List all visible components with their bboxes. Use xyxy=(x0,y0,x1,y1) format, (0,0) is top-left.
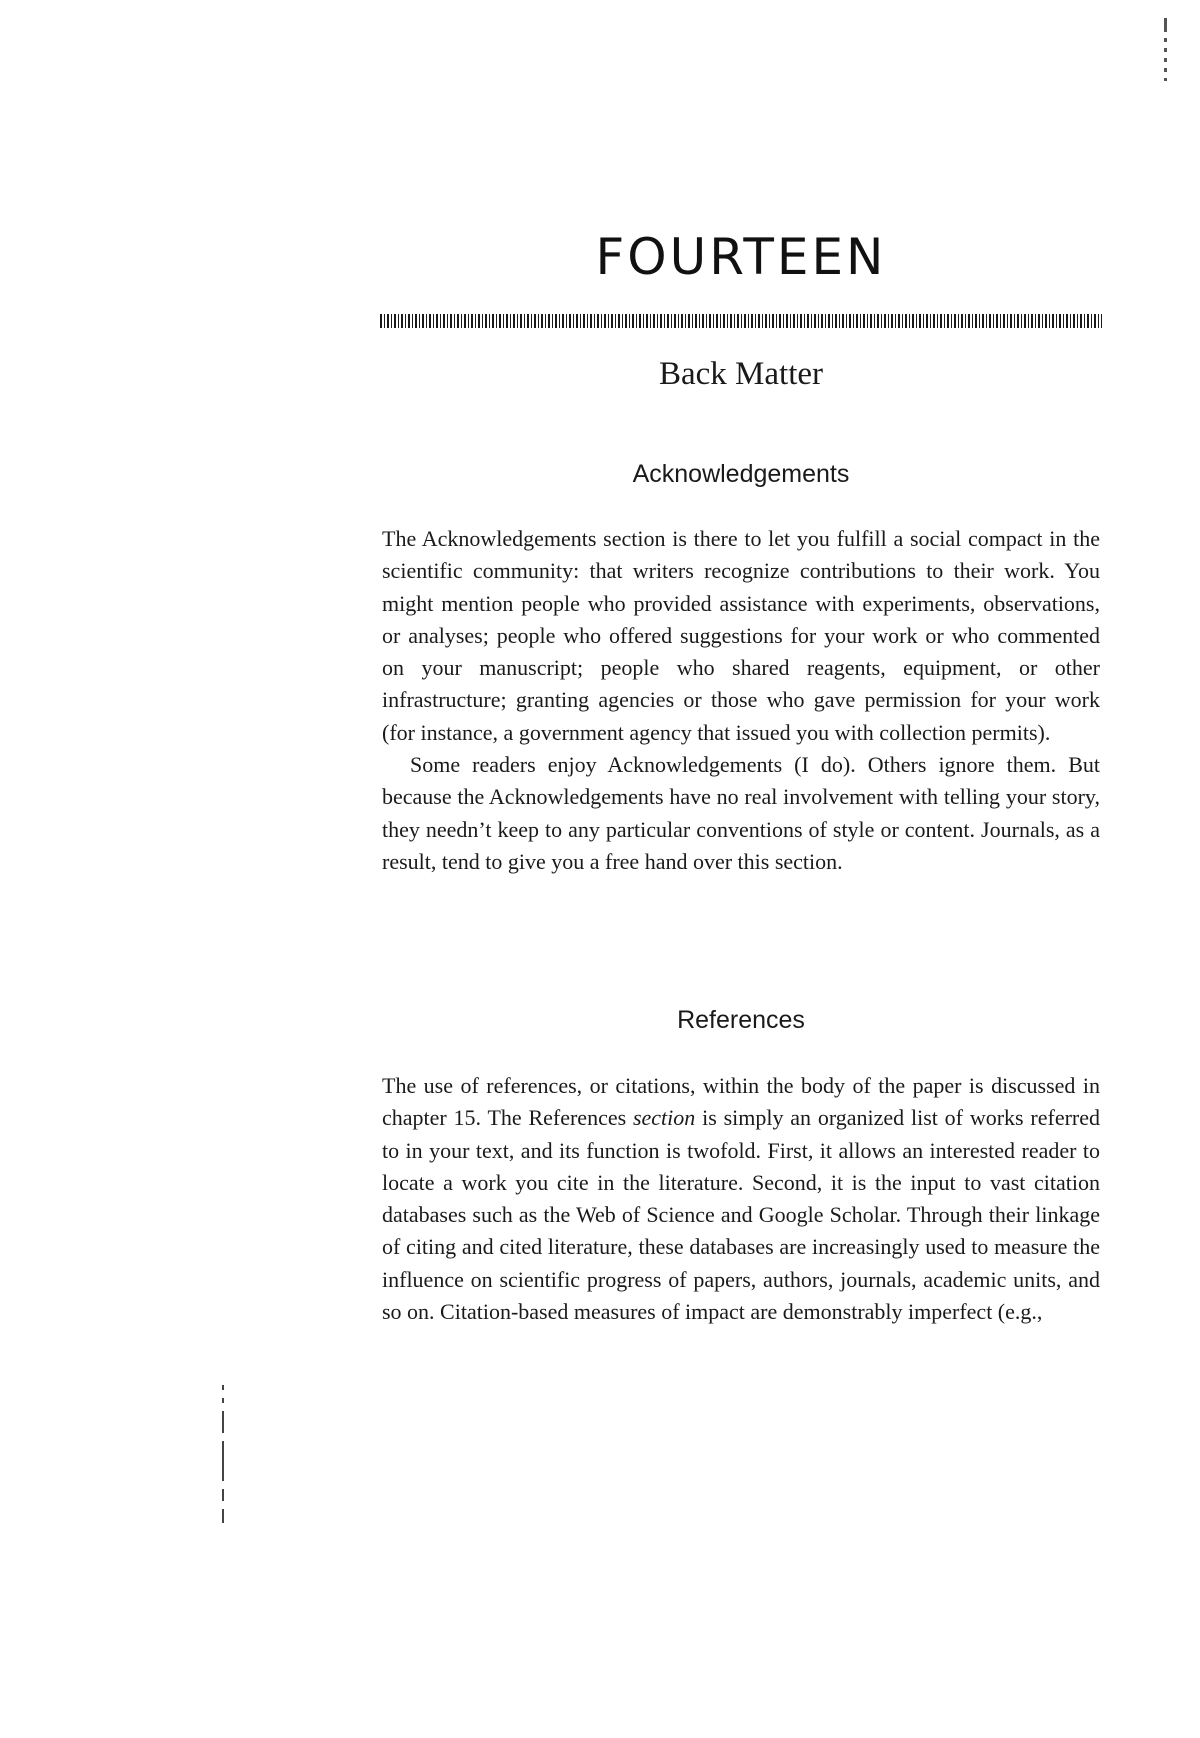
chapter-number: FOURTEEN xyxy=(595,228,887,286)
scan-margin-mark xyxy=(1160,18,1170,110)
paragraph-text: The use of references, or citations, within the body of the paper is discussed in chapter 15. The References xyxy=(382,1073,1100,1131)
scan-margin-mark xyxy=(218,1385,228,1530)
section-heading-references: References xyxy=(677,1006,805,1034)
paragraph-text: is simply an organized list of works referred to in your text, and its function is twofold. First, it allows an interested reader to locate a work you cite in the literature. Second, it is the input to vast citation databases such as the Web of Science and Google Scholar. Through their linkage of citing and cited literature, these databases are increasingly used to measure the influence on scientific progress of papers, authors, journals, academic units, and so on. Citation-based measures of impact are demonstrably imperfect (e.g., xyxy=(382,1105,1100,1325)
paragraph: The Acknowledgements section is there to let you fulfill a social compact in the scientific community: that writers recognize contributions to their work. You might mention people who provided assistance with experiments, observations, or analyses; people who offered suggestions for your work or who commented on your manuscript; people who shared reagents, equipment, or other infrastructure; granting agencies or those who gave permission for your work (for instance, a government agency that issued you with collection permits). xyxy=(382,526,1100,745)
references-body xyxy=(382,1070,1100,1328)
chapter-title: Back Matter xyxy=(658,356,824,392)
section-heading-acknowledgements: Acknowledgements xyxy=(632,460,850,488)
decorative-rule xyxy=(380,314,1102,328)
acknowledgements-body xyxy=(382,523,1100,878)
emphasis-text: section xyxy=(632,1105,696,1131)
paragraph xyxy=(382,1070,1100,1328)
paragraph: Some readers enjoy Acknowledgements (I do). Others ignore them. But because the Acknowledgements have no real involvement with telling your story, they needn’t keep to any particular conventions of style or content. Journals, as a result, tend to give you a free hand over this section. xyxy=(382,752,1100,874)
